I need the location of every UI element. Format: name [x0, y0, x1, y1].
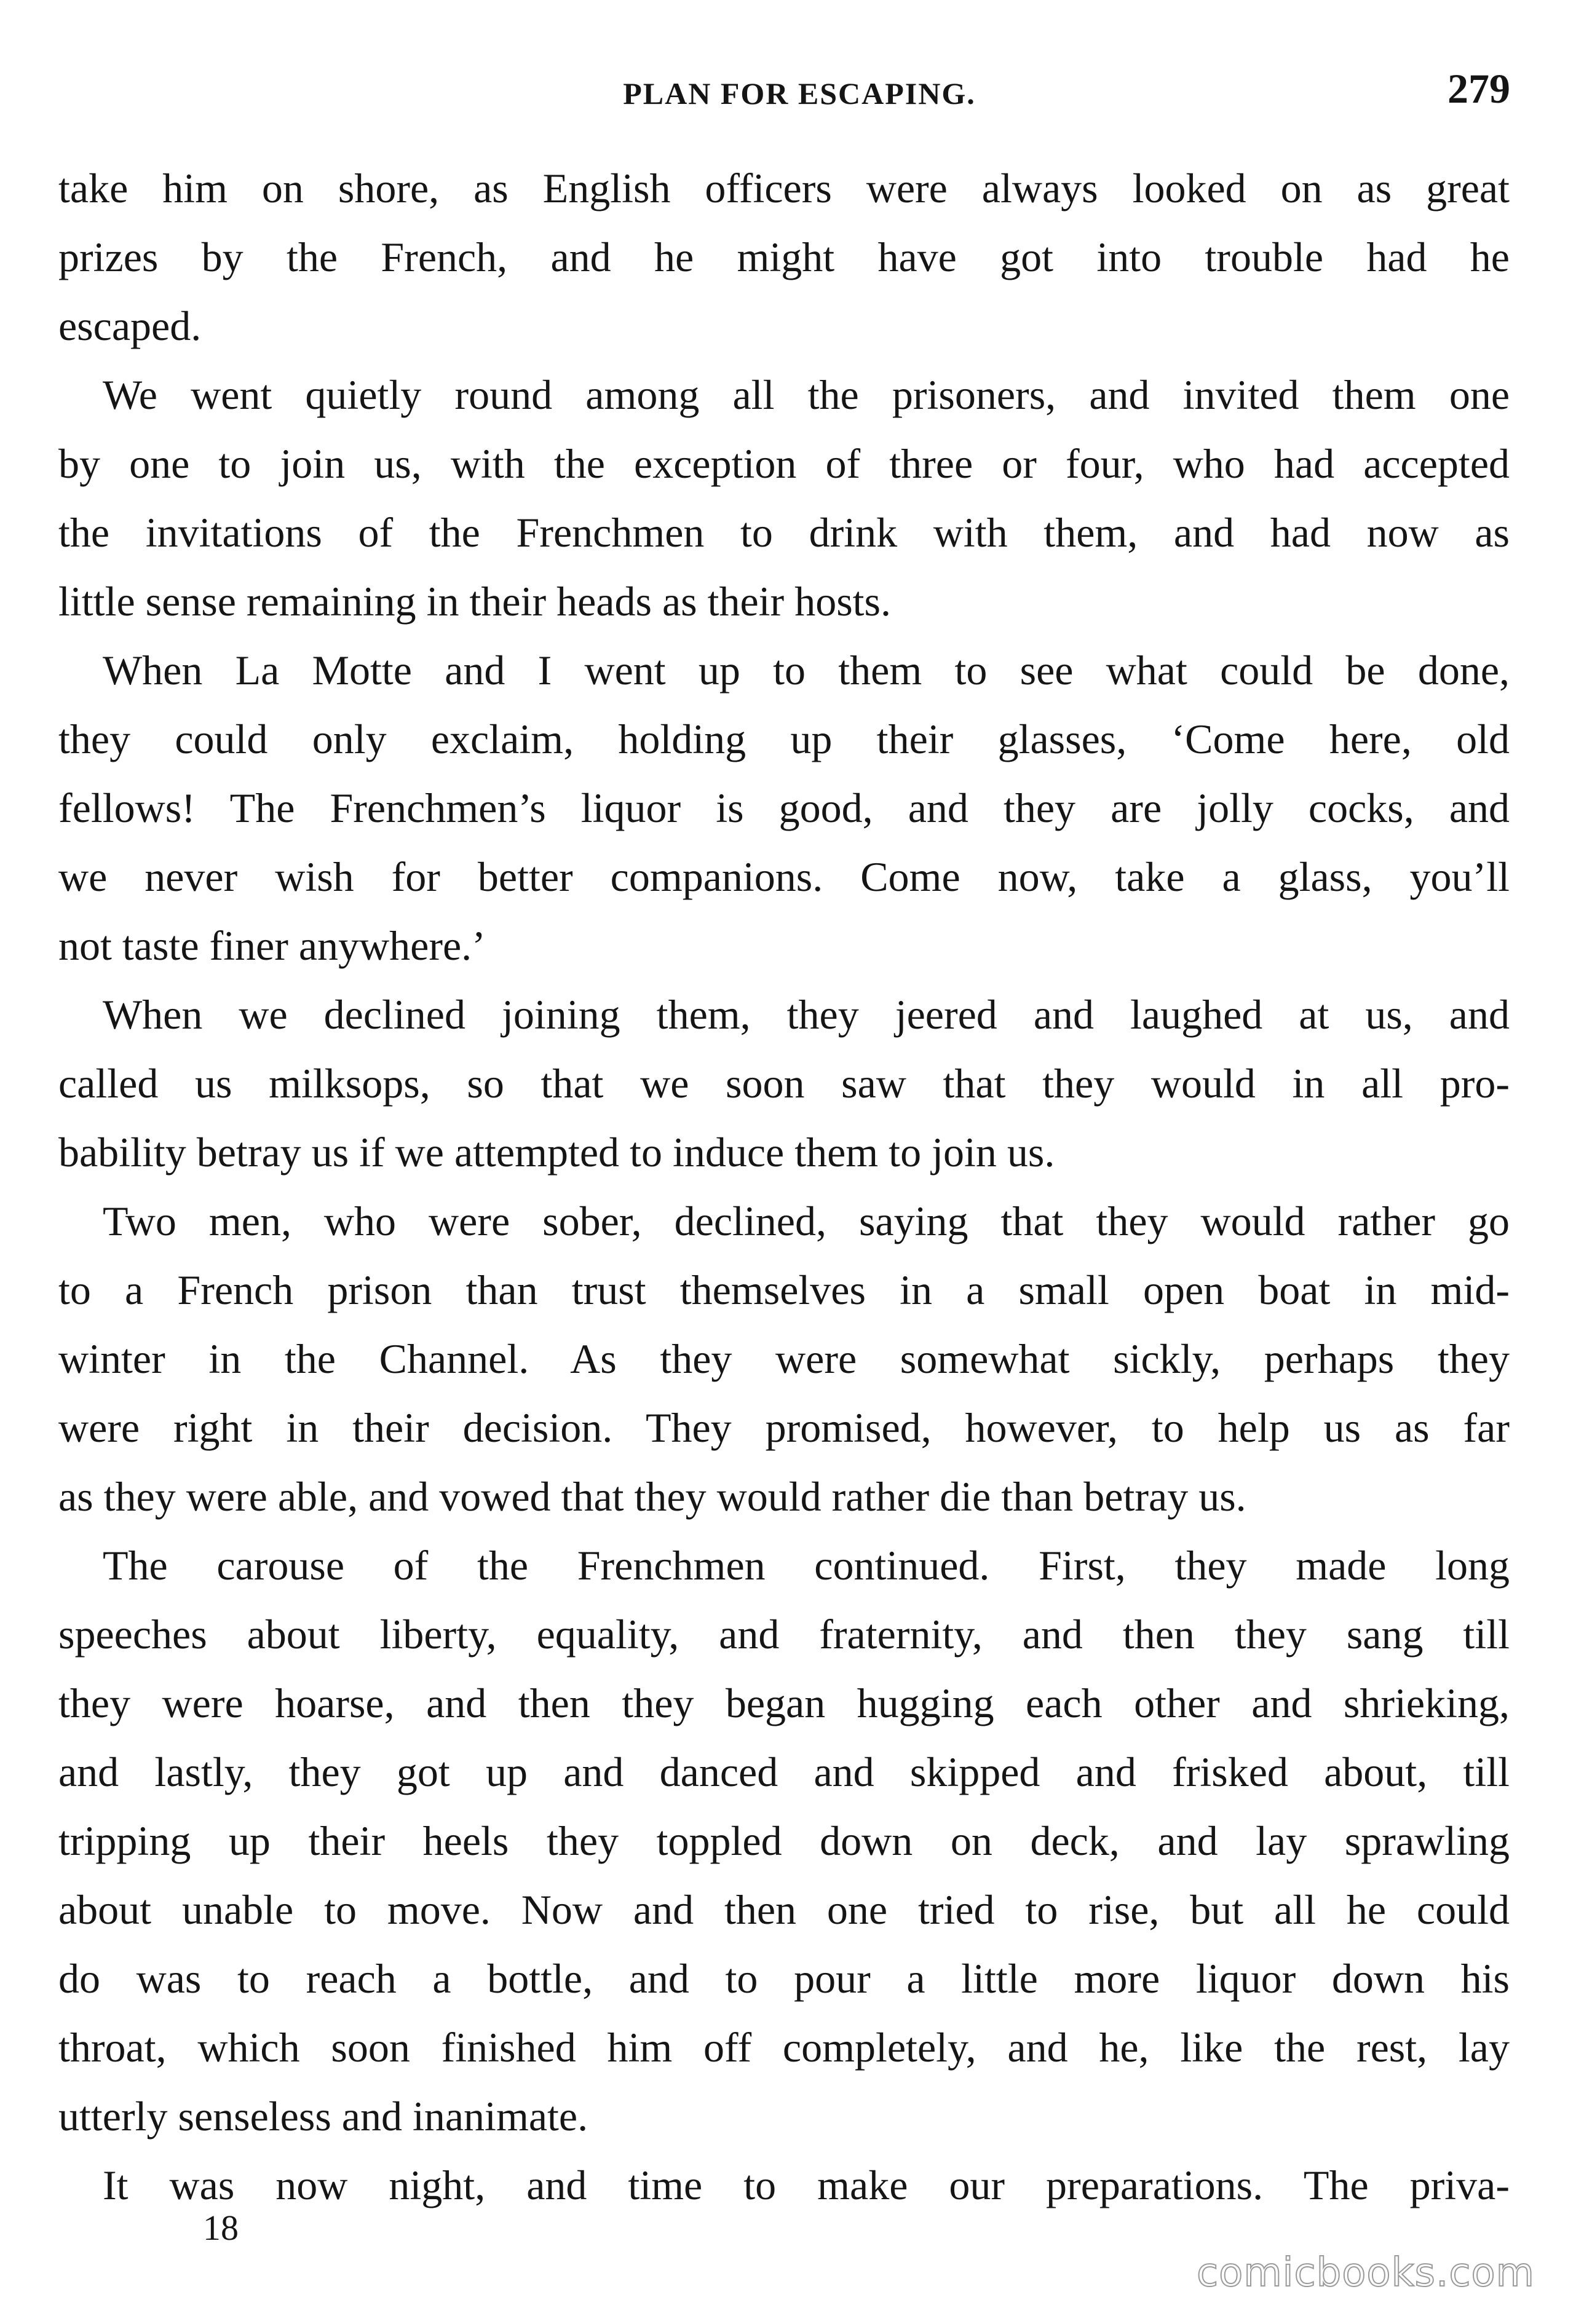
text-line: they were hoarse, and then they began hugging each other and shrieking,	[58, 1680, 1510, 1726]
text-line: tripping up their heels they toppled down on deck, and lay sprawling	[58, 1817, 1510, 1864]
text-line: The carouse of the Frenchmen continued. First, they made long	[103, 1542, 1510, 1589]
text-line: little sense remaining in their heads as their hosts.	[58, 578, 892, 625]
text-line: to a French prison than trust themselves in a small open boat in mid-	[58, 1267, 1510, 1313]
text-line: It was now night, and time to make our preparations. The priva-	[103, 2162, 1510, 2208]
text-line: bability betray us if we attempted to induce them to join us.	[58, 1129, 1055, 1176]
text-line: they could only exclaim, holding up their glasses, ‘Come here, old	[58, 716, 1510, 762]
text-line: prizes by the French, and he might have got into trouble had he	[58, 234, 1510, 280]
text-line: When we declined joining them, they jeered and laughed at us, and	[103, 991, 1510, 1038]
text-line: called us milksops, so that we soon saw that they would in all pro-	[58, 1060, 1510, 1107]
text-line: When La Motte and I went up to them to see what could be done,	[103, 647, 1510, 694]
text-line: by one to join us, with the exception of three or four, who had accepted	[58, 440, 1510, 487]
text-line: We went quietly round among all the prisoners, and invited them one	[103, 371, 1510, 418]
body-text	[58, 154, 1510, 2219]
text-line: were right in their decision. They promised, however, to help us as far	[58, 1404, 1510, 1451]
text-line: throat, which soon finished him off completely, and he, like the rest, lay	[58, 2024, 1510, 2071]
text-line: winter in the Channel. As they were somewhat sickly, perhaps they	[58, 1335, 1510, 1382]
text-line: and lastly, they got up and danced and skipped and frisked about, till	[58, 1749, 1510, 1795]
text-line: as they were able, and vowed that they would rather die than betray us.	[58, 1473, 1246, 1520]
text-line: speeches about liberty, equality, and fraternity, and then they sang till	[58, 1611, 1510, 1658]
text-line: fellows! The Frenchmen’s liquor is good, and they are jolly cocks, and	[58, 785, 1510, 831]
running-title: PLAN FOR ESCAPING.	[623, 76, 976, 111]
text-line: utterly senseless and inanimate.	[58, 2093, 588, 2140]
text-line: we never wish for better companions. Come now, take a glass, you’ll	[58, 853, 1510, 900]
text-line: the invitations of the Frenchmen to drink with them, and had now as	[58, 509, 1510, 556]
signature-mark: 18	[203, 2208, 239, 2248]
page-number: 279	[1447, 65, 1510, 112]
watermark: comicbooks.com	[1196, 2250, 1535, 2296]
running-head	[0, 65, 1584, 120]
text-line: about unable to move. Now and then one tried to rise, but all he could	[58, 1886, 1510, 1933]
text-line: take him on shore, as English officers were always looked on as great	[58, 165, 1510, 211]
text-line: do was to reach a bottle, and to pour a little more liquor down his	[58, 1955, 1510, 2002]
text-line: Two men, who were sober, declined, saying that they would rather go	[103, 1198, 1510, 1244]
text-line: escaped.	[58, 302, 202, 349]
text-line: not taste finer anywhere.’	[58, 922, 486, 969]
